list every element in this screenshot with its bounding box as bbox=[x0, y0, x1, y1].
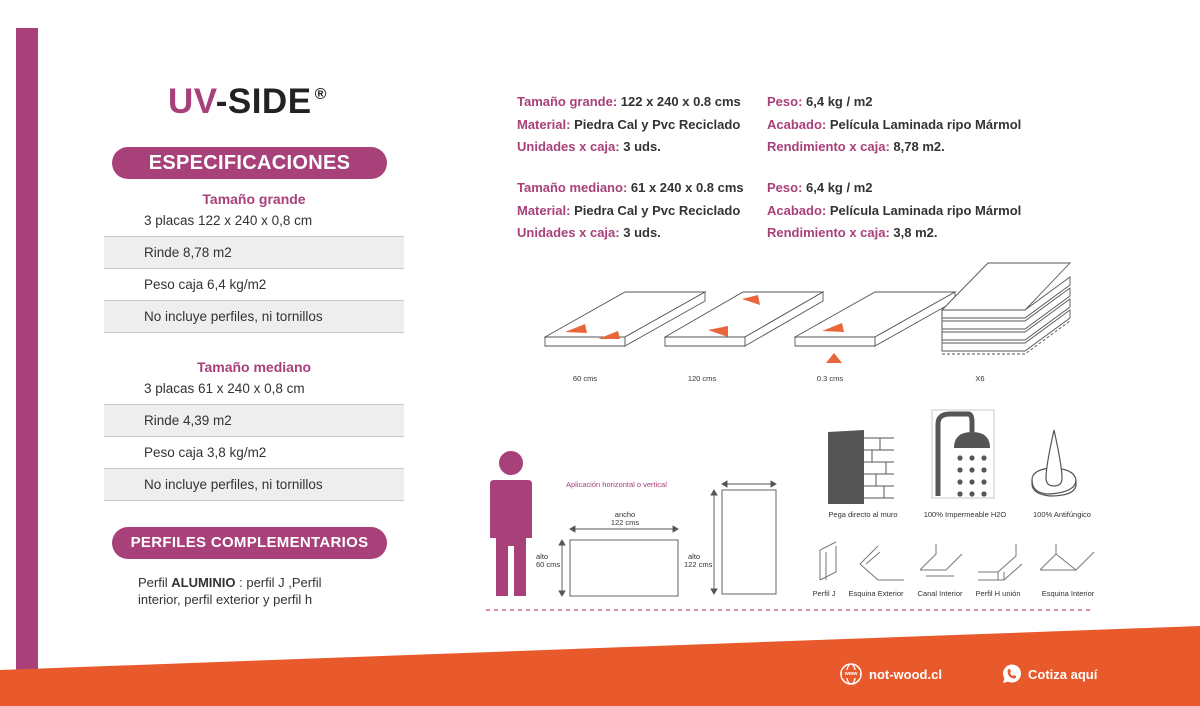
profile-caption-interior: Esquina Interior bbox=[1041, 589, 1095, 598]
installation-diagram bbox=[482, 448, 782, 608]
spec-label: Tamaño grande: bbox=[517, 94, 618, 109]
wall-icon bbox=[828, 430, 894, 504]
spec-label: Acabado: bbox=[767, 203, 827, 218]
height-value-v: 122 cms bbox=[684, 560, 713, 569]
width-label: ancho bbox=[614, 510, 636, 519]
spec-label: Rendimiento x caja: bbox=[767, 225, 890, 240]
left-accent-bar bbox=[16, 28, 38, 690]
profile-caption-j: Perfil J bbox=[812, 589, 836, 598]
shower-icon bbox=[932, 410, 994, 498]
medium-spec-row: No incluye perfiles, ni tornillos bbox=[104, 469, 404, 501]
person-icon bbox=[490, 451, 532, 596]
profile-caption-exterior: Esquina Exterior bbox=[848, 589, 904, 598]
spec-medium-units bbox=[517, 225, 661, 240]
website-link[interactable]: not-wood.cl bbox=[869, 667, 942, 682]
h-profile-icon bbox=[978, 544, 1022, 580]
panel-stack-illustration bbox=[942, 263, 1070, 354]
spec-value: Piedra Cal y Pvc Reciclado bbox=[570, 117, 741, 132]
spec-value: 8,78 m2. bbox=[889, 139, 945, 154]
drop-icon bbox=[1032, 430, 1076, 496]
medium-spec-row: Rinde 4,39 m2 bbox=[104, 405, 404, 437]
whatsapp-icon bbox=[999, 662, 1023, 686]
spec-label: Peso: bbox=[767, 94, 803, 109]
caption-120: 120 cms bbox=[687, 374, 717, 383]
profile-j-icon bbox=[820, 542, 836, 580]
install-title: Aplicación horizontal o vertical bbox=[566, 480, 667, 489]
large-spec-row: No incluye perfiles, ni tornillos bbox=[104, 301, 404, 333]
spec-large-weight bbox=[767, 94, 873, 109]
specifications-pill: ESPECIFICACIONES bbox=[112, 147, 387, 179]
spec-label: Tamaño mediano: bbox=[517, 180, 628, 195]
spec-label: Material: bbox=[517, 117, 571, 132]
horizontal-panel bbox=[559, 526, 678, 596]
spec-label: Peso: bbox=[767, 180, 803, 195]
medium-spec-row: Peso caja 3,8 kg/m2 bbox=[104, 437, 404, 469]
profiles-description bbox=[138, 574, 338, 608]
caption-x6: X6 bbox=[975, 374, 985, 383]
panel-illustrations bbox=[530, 250, 1090, 375]
spec-value: Película Laminada ripo Mármol bbox=[826, 117, 1022, 132]
inside-corner-icon bbox=[1040, 544, 1094, 570]
spec-large-units bbox=[517, 139, 661, 154]
spec-value: 6,4 kg / m2 bbox=[802, 94, 873, 109]
spec-medium-yield bbox=[767, 225, 938, 240]
medium-spec-row: 3 placas 61 x 240 x 0,8 cm bbox=[104, 377, 404, 405]
profiles-text-pre: Perfil bbox=[138, 575, 172, 590]
feature-caption-antifungal: 100% Antifúngico bbox=[1033, 510, 1091, 519]
height-label-h: alto bbox=[536, 552, 549, 561]
large-spec-row: Rinde 8,78 m2 bbox=[104, 237, 404, 269]
spec-label: Acabado: bbox=[767, 117, 827, 132]
spec-value: Piedra Cal y Pvc Reciclado bbox=[570, 203, 741, 218]
large-spec-table bbox=[104, 209, 404, 333]
feature-caption-wall: Pega directo al muro bbox=[828, 510, 898, 519]
profile-sketches bbox=[808, 540, 1098, 590]
spec-value: 6,4 kg / m2 bbox=[802, 180, 873, 195]
spec-value: 122 x 240 x 0.8 cms bbox=[617, 94, 741, 109]
feature-caption-waterproof: 100% Impermeable H2O bbox=[923, 510, 1007, 519]
inside-channel-icon bbox=[920, 544, 962, 576]
quote-link[interactable]: Cotiza aquí bbox=[1028, 667, 1098, 682]
spec-value: 61 x 240 x 0.8 cms bbox=[627, 180, 744, 195]
large-spec-row: Peso caja 6,4 kg/m2 bbox=[104, 269, 404, 301]
height-label-v: alto bbox=[688, 552, 701, 561]
title-brand-uv: UV bbox=[168, 82, 216, 121]
large-spec-row: 3 placas 122 x 240 x 0,8 cm bbox=[104, 209, 404, 237]
profiles-text-post: : perfil J ,Perfil interior, perfil exterior y perfil h bbox=[138, 575, 322, 607]
spec-value: Película Laminada ripo Mármol bbox=[826, 203, 1022, 218]
feature-icons bbox=[820, 408, 1100, 508]
spec-medium-material bbox=[517, 203, 740, 218]
title-brand-side: -SIDE bbox=[215, 82, 312, 121]
web-badge: www bbox=[842, 670, 860, 678]
spec-value: 3 uds. bbox=[619, 225, 661, 240]
large-size-heading: Tamaño grande bbox=[202, 191, 306, 207]
height-value-h: 60 cms bbox=[536, 560, 561, 569]
medium-spec-table bbox=[104, 377, 404, 501]
outside-corner-icon bbox=[860, 546, 904, 580]
spec-large-size bbox=[517, 94, 741, 109]
spec-medium-finish bbox=[767, 203, 1021, 218]
profile-caption-h: Perfil H unión bbox=[975, 589, 1021, 598]
spec-label: Unidades x caja: bbox=[517, 225, 620, 240]
spec-value: 3 uds. bbox=[619, 139, 661, 154]
spec-large-yield bbox=[767, 139, 945, 154]
vertical-panel bbox=[711, 481, 776, 594]
registered-mark: ® bbox=[314, 86, 327, 103]
spec-value: 3,8 m2. bbox=[889, 225, 938, 240]
product-title bbox=[168, 82, 327, 122]
spec-label: Rendimiento x caja: bbox=[767, 139, 890, 154]
caption-60: 60 cms bbox=[572, 374, 598, 383]
profiles-text-bold: ALUMINIO bbox=[171, 575, 236, 590]
profiles-pill: PERFILES COMPLEMENTARIOS bbox=[112, 527, 387, 559]
spec-medium-weight bbox=[767, 180, 873, 195]
caption-thickness: 0.3 cms bbox=[816, 374, 844, 383]
dashed-divider bbox=[486, 608, 1092, 612]
spec-large-material bbox=[517, 117, 740, 132]
medium-size-heading: Tamaño mediano bbox=[196, 359, 312, 375]
spec-large-finish bbox=[767, 117, 1021, 132]
spec-medium-size bbox=[517, 180, 744, 195]
spec-label: Material: bbox=[517, 203, 571, 218]
spec-label: Unidades x caja: bbox=[517, 139, 620, 154]
width-value: 122 cms bbox=[610, 518, 640, 527]
profile-caption-channel: Canal Interior bbox=[917, 589, 963, 598]
